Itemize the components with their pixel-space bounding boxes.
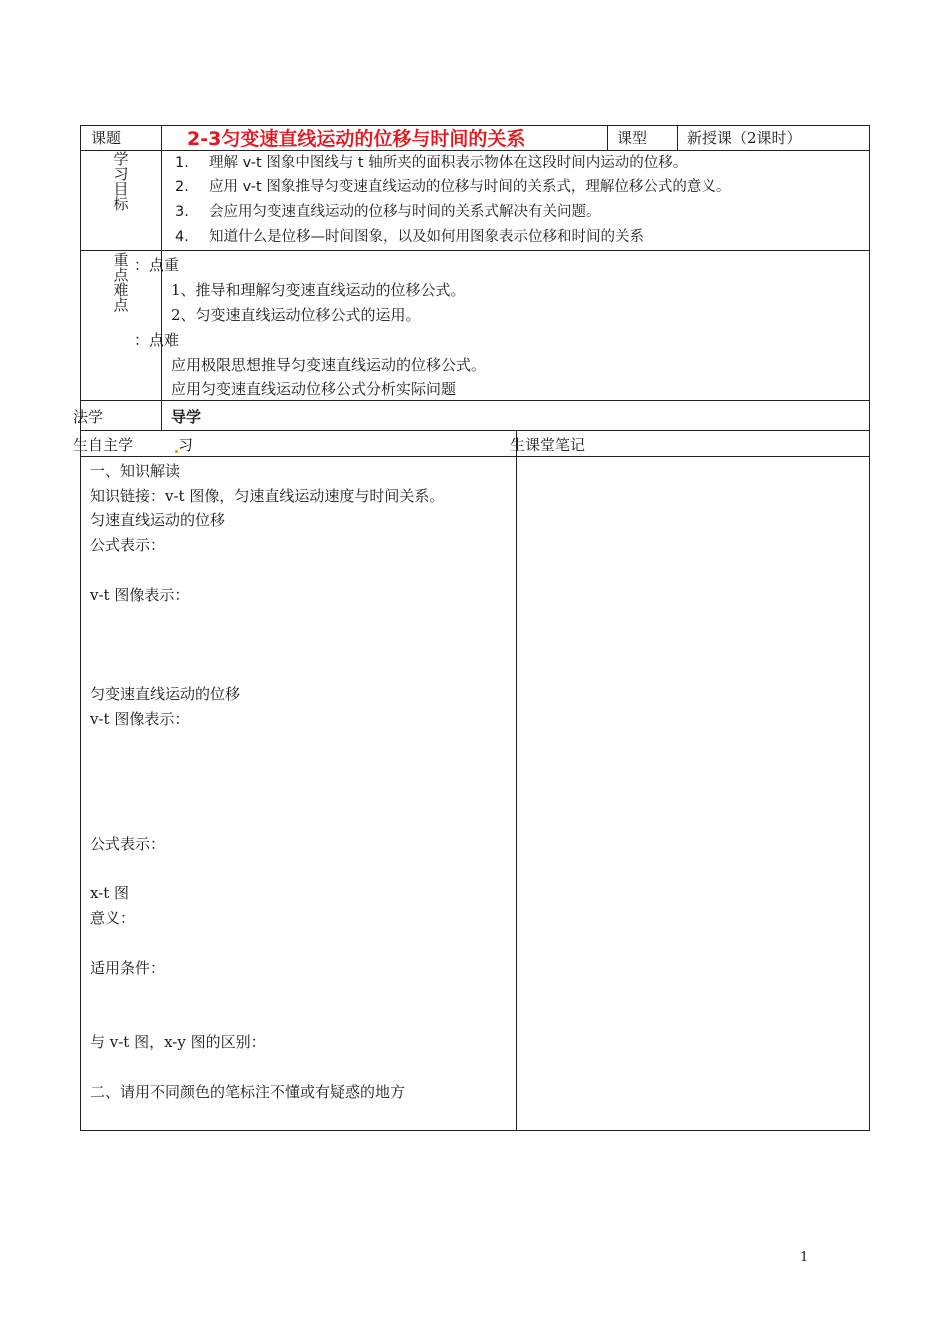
goals-label [113, 152, 129, 212]
goal-number: 2. [175, 179, 189, 195]
rule-after-columns [80, 456, 870, 457]
goal-item [175, 228, 644, 246]
rule-after-method [80, 430, 870, 431]
vt-graph-prompt: v-t 图像表示： [90, 710, 190, 728]
goals-label-char: 标 [113, 195, 129, 213]
self-study-header: 生自主学 [73, 436, 134, 454]
rule-left [80, 125, 81, 1131]
knowledge-link: 知识链接：v-t 图像，匀速直线运动速度与时间关系。 [90, 487, 445, 505]
rule-bottom [80, 1130, 870, 1131]
rule-label-column [161, 125, 162, 430]
goal-item [175, 154, 687, 172]
keypoints-label-char: 点 [113, 266, 129, 284]
goal-text: 知道什么是位移—时间图象，以及如何用图象表示位移和时间的关系 [209, 229, 644, 245]
rule-top [80, 125, 870, 126]
rule-type-right [677, 125, 678, 150]
self-study-header-tail: 习 [178, 436, 194, 454]
keypoints-label-char: 难 [113, 281, 129, 299]
key-item: 2、匀变速直线运动位移公式的运用。 [171, 306, 421, 324]
xt-graph-prompt: x-t 图 [90, 884, 130, 902]
goals-label-char: 学 [113, 150, 129, 168]
lesson-title: 2-3匀变速直线运动的位移与时间的关系 [187, 128, 526, 150]
section-questions: 二、请用不同颜色的笔标注不懂或有疑惑的地方 [90, 1083, 406, 1101]
formula-prompt: 公式表示： [90, 835, 166, 853]
rule-type-left [607, 125, 608, 150]
goal-number: 3. [175, 204, 189, 220]
rule-notes-column [516, 430, 517, 1130]
goal-item [175, 178, 730, 196]
keypoints-label-char: 重 [113, 251, 129, 269]
goal-number: 4. [175, 229, 189, 245]
key-item: 1、推导和理解匀变速直线运动的位移公式。 [171, 281, 466, 299]
conditions-prompt: 适用条件： [90, 959, 166, 977]
goal-number: 1. [175, 155, 189, 171]
difficulty-heading: ：点难 [134, 331, 180, 349]
meaning-prompt: 意义： [90, 909, 136, 927]
keypoints-label-char: 点 [113, 296, 129, 314]
formula-prompt: 公式表示： [90, 536, 166, 554]
goals-label-char: 目 [113, 180, 129, 198]
topic-label: 课题 [91, 129, 122, 147]
key-heading: ：点重 [134, 256, 180, 274]
difficulty-item: 应用极限思想推导匀变速直线运动的位移公式。 [171, 356, 487, 374]
keypoints-label [113, 253, 129, 313]
goal-text: 应用 v-t 图象推导匀变速直线运动的位移与时间的关系式，理解位移公式的意义。 [209, 179, 731, 195]
goals-label-char: 习 [113, 165, 129, 183]
section-knowledge: 一、知识解读 [90, 462, 181, 480]
page-number: 1 [800, 1250, 809, 1265]
lesson-plan-table [73, 125, 870, 1131]
rule-after-goals [80, 250, 870, 251]
method-label: 法学 [73, 408, 104, 426]
goal-text: 理解 v-t 图象中图线与 t 轴所夹的面积表示物体在这段时间内运动的位移。 [209, 155, 688, 171]
rule-right [869, 125, 870, 1131]
method-value: 导学 [171, 408, 202, 426]
rule-after-keypoints [80, 400, 870, 401]
difference-prompt: 与 v-t 图，x-y 图的区别： [90, 1033, 266, 1051]
vt-graph-prompt: v-t 图像表示： [90, 586, 190, 604]
lesson-type-value: 新授课（2课时） [687, 129, 802, 147]
uniform-displacement-heading: 匀速直线运动的位移 [90, 511, 226, 529]
difficulty-item: 应用匀变速直线运动位移公式分析实际问题 [171, 380, 457, 398]
goal-text: 会应用匀变速直线运动的位移与时间的关系式解决有关问题。 [209, 204, 601, 220]
accelerated-displacement-heading: 匀变速直线运动的位移 [90, 685, 241, 703]
lesson-type-label: 课型 [617, 129, 648, 147]
notes-header: 生课堂笔记 [510, 436, 586, 454]
goal-item [175, 203, 601, 221]
